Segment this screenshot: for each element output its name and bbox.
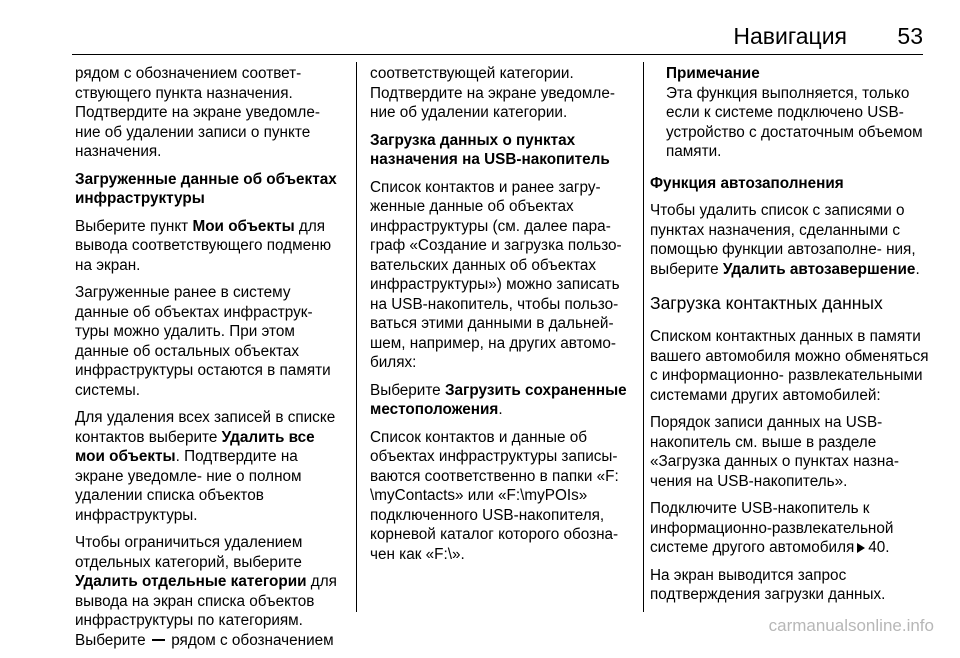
header-rule (72, 54, 923, 55)
paragraph: соответствующей категории. Подтвердите на экране уведомле- ние об удалении категории. (370, 65, 615, 121)
page-reference-arrow-icon (857, 543, 865, 553)
paragraph: Чтобы удалить список с записями о пунктах назначения, сделанными с помощью функции автозаполне- ния, выберите Удалить автозавершение. (650, 202, 920, 278)
column-divider (643, 62, 644, 612)
paragraph: Список контактов и данные об объектах инфраструктуры записы- ваются соответственно в папки «F: \myContacts» или «F:\myPOIs» подключенного USB-накопителя, корневой каталог которого обозна- чен как «F:\». (370, 428, 619, 563)
paragraph: Списком контактных данных в памяти вашего автомобиля можно обменяться с информационно- развлекательными системами других автомобилей: (650, 328, 929, 404)
note-body: Эта функция выполняется, только если к системе подключено USB- устройство с достаточным объемом памяти. (666, 84, 923, 160)
paragraph: Порядок записи данных на USB- накопитель см. выше в разделе «Загрузка данных о пунктах назна- чения на USB-накопитель». (650, 414, 899, 490)
page-header (0, 0, 960, 58)
paragraph: Выберите пункт Мои объекты для вывода соответствующего подменю на экран. (75, 217, 332, 274)
menu-item-reference: Удалить отдельные категории (75, 573, 307, 590)
paragraph: Список контактов и ранее загру- женные данные об объектах инфраструктуры (см. далее пара- граф «Создание и загрузка пользо- вательских данных об объектах инфраструктуры») можно записать на USB-накопитель, чтобы пользо- ваться этими данными в дальней- шем, например, на других автомо- билях: (370, 178, 622, 371)
menu-item-reference: Загрузить сохраненные местоположения (370, 381, 627, 418)
paragraph: На экран выводится запрос подтверждения загрузки данных. (650, 566, 886, 603)
menu-item-reference: Мои объекты (192, 217, 295, 235)
paragraph: Выберите Загрузить сохраненные местоположения. (370, 381, 627, 418)
page-number: 53 (897, 23, 923, 49)
subheading: Функция автозаполнения (650, 174, 844, 192)
paragraph: Подключите USB-накопитель к информационно-развлекательной системе другого автомобиля 40. (650, 500, 894, 556)
column-3 (650, 64, 932, 613)
subheading: Загруженные данные об объектах инфраструктуры (75, 170, 337, 207)
note-box (650, 64, 932, 162)
paragraph: Загруженные ранее в систему данные об объектах инфраструк- туры можно удалить. При этом данные об остальных объектах инфраструктуры остаются в памяти системы. (75, 284, 331, 399)
paragraph: Чтобы ограничиться удалением отдельных категорий, выберите Удалить отдельные категории для вывода на экран списка объектов инфраструктуры по категориям. Выберите рядом с обозначением (75, 534, 337, 649)
column-2 (370, 64, 635, 572)
menu-item-reference: Удалить все мои объекты (75, 428, 315, 465)
menu-item-reference: Удалить автозавершение (722, 260, 916, 278)
column-1 (75, 64, 345, 658)
column-divider (356, 62, 357, 612)
watermark: carmanualsonline.info (768, 616, 934, 635)
section-heading: Загрузка контактных данных (650, 293, 883, 313)
section-title: Навигация (733, 23, 847, 49)
paragraph: рядом с обозначением соответ- ствующего пункта назначения. Подтвердите на экране уведомле- ние об удалении записи о пункте назначения. (75, 65, 320, 160)
note-title: Примечание (666, 65, 760, 82)
paragraph: Для удаления всех записей в списке контактов выберите Удалить все мои объекты. Подтвердите на экране уведомле- ние о полном удалении списка объектов инфраструктуры. (75, 409, 336, 524)
dash-icon (152, 639, 165, 641)
subheading: Загрузка данных о пунктах назначения на USB-накопитель (370, 131, 610, 168)
